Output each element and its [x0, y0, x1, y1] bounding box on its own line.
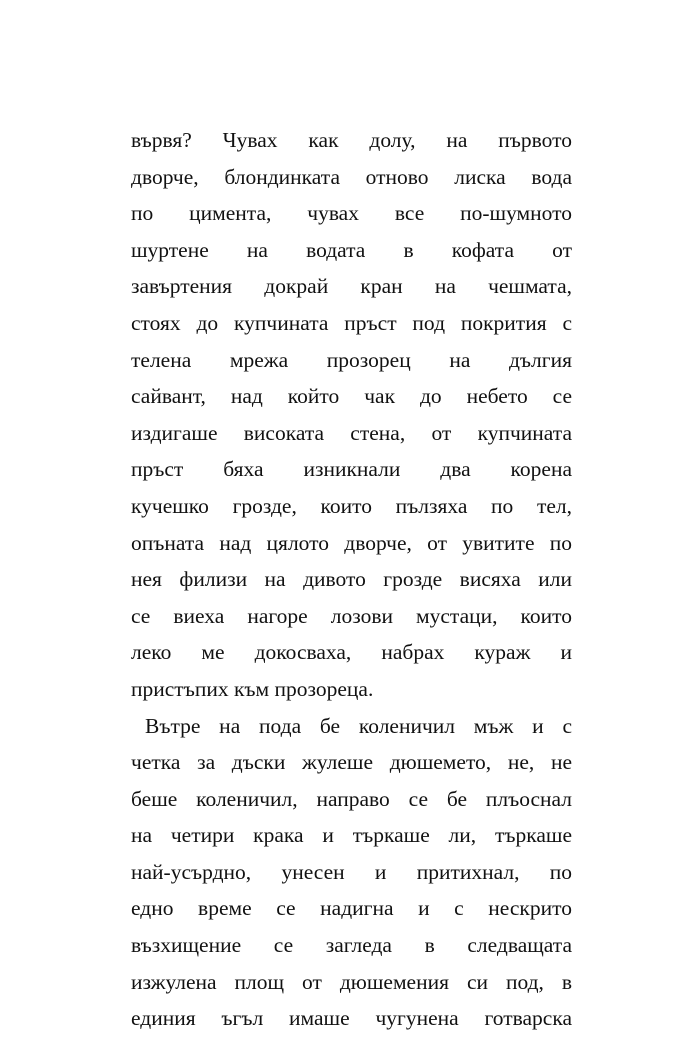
text-line: възхищение се загледа в следващата	[131, 933, 572, 958]
text-line: леко ме докосваха, набрах кураж и	[131, 640, 572, 665]
text-line: четка за дъски жулеше дюшемето, не, не	[131, 750, 572, 775]
text-line: кучешко грозде, които пълзяха по тел,	[131, 493, 572, 518]
text-line: издигаше високата стена, от купчината	[131, 420, 572, 445]
text-line: пръст бяха изникнали два корена	[131, 457, 572, 482]
text-line: опъната над цялото дворче, от увитите по	[131, 530, 572, 555]
text-line: сайвант, над който чак до небето се	[131, 384, 572, 409]
text-line: пристъпих към прозореца.	[131, 676, 374, 701]
text-line: на четири крака и търкаше ли, търкаше	[131, 823, 572, 848]
text-line: едно време се надигна и с нескрито	[131, 896, 572, 921]
text-line: стоях до купчината пръст под покрития с	[131, 310, 572, 335]
text-line: Вътре на пода бе коленичил мъж и с	[145, 713, 572, 738]
text-line: най-усърдно, унесен и притихнал, по	[131, 859, 572, 884]
text-line: нея филизи на дивото грозде висяха или	[131, 567, 572, 592]
text-line: изжулена площ от дюшемения си под, в	[131, 969, 572, 994]
text-line: единия ъгъл имаше чугунена готварска	[131, 1006, 572, 1031]
text-line: завъртения докрай кран на чешмата,	[131, 274, 572, 299]
text-line: дворче, блондинката отново лиска вода	[131, 164, 572, 189]
paragraph	[131, 122, 572, 708]
text-line: по цимента, чувах все по-шумното	[131, 201, 572, 226]
paragraph	[131, 708, 572, 1037]
text-line: шуртене на водата в кофата от	[131, 237, 572, 262]
page-text-body	[131, 122, 572, 1037]
text-line: се виеха нагоре лозови мустаци, които	[131, 603, 572, 628]
text-line: вървя? Чувах как долу, на първото	[131, 128, 572, 152]
text-line: телена мрежа прозорец на дългия	[131, 347, 572, 372]
text-line: беше коленичил, направо се бе плъоснал	[131, 786, 572, 811]
